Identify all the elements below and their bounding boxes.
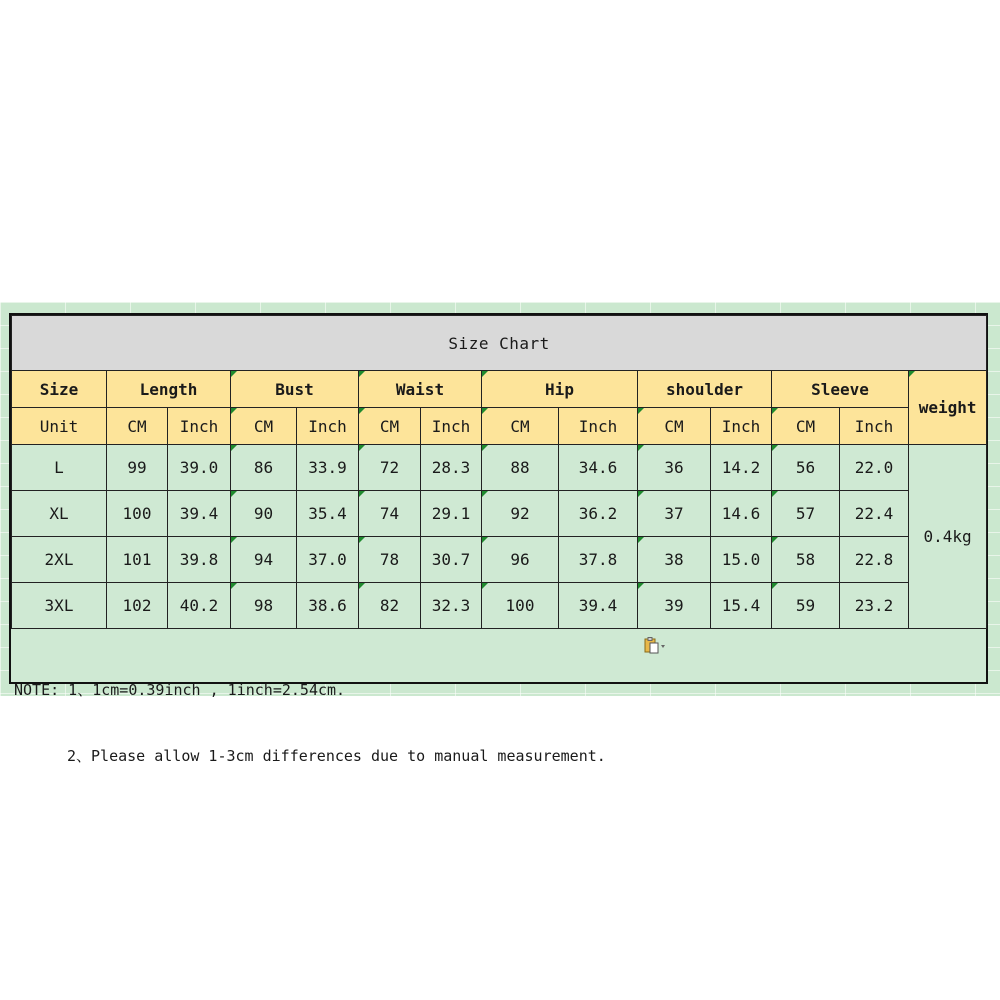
hip-inch-cell: 37.8 [559,537,638,583]
sleeve-cm-cell: 56 [772,445,840,491]
length-cm-cell: 102 [107,583,168,629]
length-inch-cell: 39.0 [168,445,231,491]
paste-options-icon[interactable] [644,637,666,655]
waist-cm-cell: 78 [359,537,421,583]
header-sleeve: Sleeve [772,371,909,408]
hip-cm-cell: 100 [482,583,559,629]
header-hip: Hip [482,371,638,408]
unit-bust-cm: CM [231,408,297,445]
unit-waist-inch: Inch [421,408,482,445]
bust-inch-cell: 37.0 [297,537,359,583]
length-inch-cell: 40.2 [168,583,231,629]
unit-hip-inch: Inch [559,408,638,445]
shoulder-cm-cell: 39 [638,583,711,629]
hip-cm-cell: 96 [482,537,559,583]
header-length: Length [107,371,231,408]
length-inch-cell: 39.8 [168,537,231,583]
sleeve-inch-cell: 22.8 [840,537,909,583]
size-table [11,315,987,629]
unit-label: Unit [12,408,107,445]
shoulder-inch-cell: 15.0 [711,537,772,583]
length-inch-cell: 39.4 [168,491,231,537]
bust-inch-cell: 38.6 [297,583,359,629]
unit-length-cm: CM [107,408,168,445]
shoulder-inch-cell: 15.4 [711,583,772,629]
header-shoulder: shoulder [638,371,772,408]
unit-sleeve-inch: Inch [840,408,909,445]
shoulder-inch-cell: 14.6 [711,491,772,537]
sleeve-inch-cell: 22.0 [840,445,909,491]
chart-title: Size Chart [12,316,987,371]
waist-inch-cell: 30.7 [421,537,482,583]
unit-waist-cm: CM [359,408,421,445]
hip-inch-cell: 39.4 [559,583,638,629]
waist-cm-cell: 82 [359,583,421,629]
notes [11,629,986,765]
waist-cm-cell: 74 [359,491,421,537]
header-size: Size [12,371,107,408]
table-row [12,491,987,537]
sleeve-cm-cell: 59 [772,583,840,629]
unit-sleeve-cm: CM [772,408,840,445]
length-cm-cell: 101 [107,537,168,583]
unit-hip-cm: CM [482,408,559,445]
hip-inch-cell: 34.6 [559,445,638,491]
bust-cm-cell: 86 [231,445,297,491]
waist-cm-cell: 72 [359,445,421,491]
table-row [12,583,987,629]
table-row [12,445,987,491]
hip-inch-cell: 36.2 [559,491,638,537]
shoulder-cm-cell: 37 [638,491,711,537]
unit-shoulder-inch: Inch [711,408,772,445]
unit-shoulder-cm: CM [638,408,711,445]
waist-inch-cell: 28.3 [421,445,482,491]
length-cm-cell: 99 [107,445,168,491]
weight-value: 0.4kg [909,445,987,629]
bust-cm-cell: 94 [231,537,297,583]
header-weight: weight [909,371,987,445]
bust-cm-cell: 90 [231,491,297,537]
unit-bust-inch: Inch [297,408,359,445]
size-cell: 3XL [12,583,107,629]
sleeve-cm-cell: 57 [772,491,840,537]
shoulder-inch-cell: 14.2 [711,445,772,491]
sleeve-cm-cell: 58 [772,537,840,583]
table-row [12,537,987,583]
bust-inch-cell: 35.4 [297,491,359,537]
size-cell: XL [12,491,107,537]
unit-length-inch: Inch [168,408,231,445]
bust-cm-cell: 98 [231,583,297,629]
hip-cm-cell: 92 [482,491,559,537]
shoulder-cm-cell: 36 [638,445,711,491]
size-cell: 2XL [12,537,107,583]
sleeve-inch-cell: 22.4 [840,491,909,537]
header-bust: Bust [231,371,359,408]
bust-inch-cell: 33.9 [297,445,359,491]
size-chart [9,313,988,765]
note-line-1: NOTE: 1、1cm=0.39inch , 1inch=2.54cm. [14,681,346,699]
waist-inch-cell: 32.3 [421,583,482,629]
sleeve-inch-cell: 23.2 [840,583,909,629]
hip-cm-cell: 88 [482,445,559,491]
header-waist: Waist [359,371,482,408]
shoulder-cm-cell: 38 [638,537,711,583]
size-cell: L [12,445,107,491]
waist-inch-cell: 29.1 [421,491,482,537]
note-line-2: 2、Please allow 1-3cm differences due to manual measurement. [67,747,606,765]
length-cm-cell: 100 [107,491,168,537]
